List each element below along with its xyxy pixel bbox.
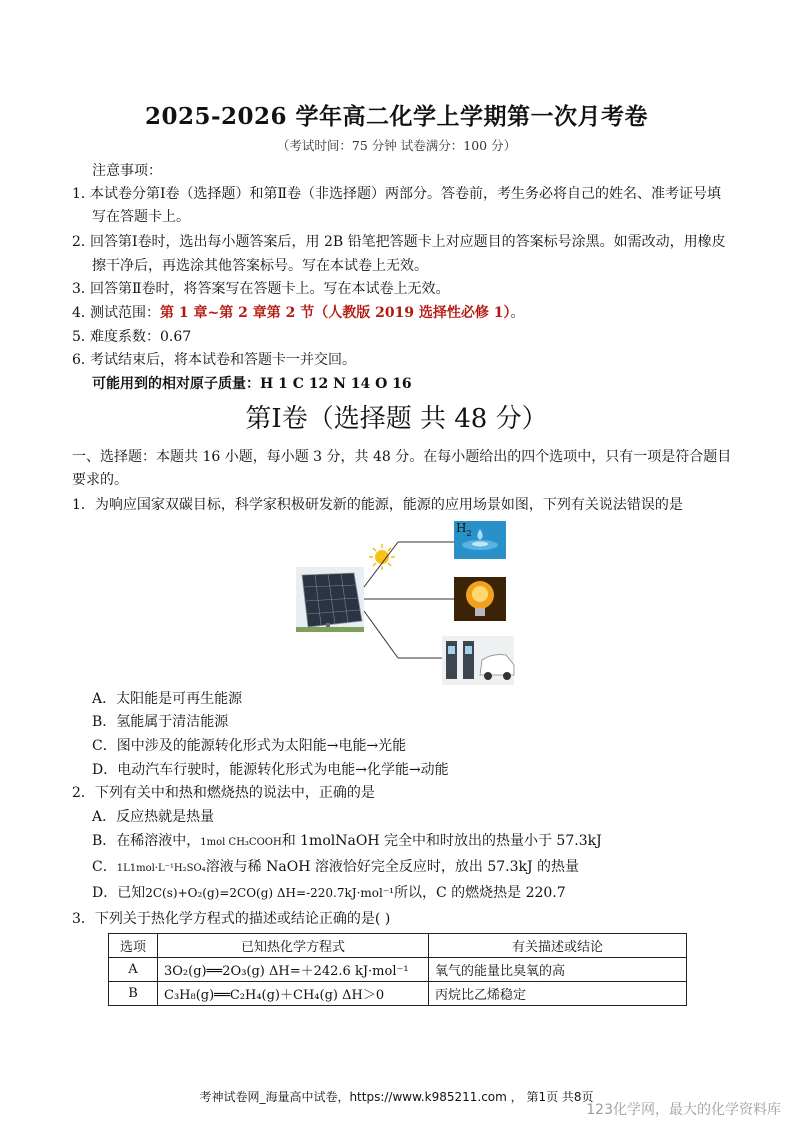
- sun-icon: [369, 544, 395, 570]
- q1-option-c: C．图中涉及的能源转化形式为太阳能→电能→光能: [92, 738, 407, 754]
- table-cell: 3O₂(g)══2O₃(g) ΔH=＋242.6 kJ·mol⁻¹: [158, 958, 429, 982]
- q2-option-c: C．1L1mol·L⁻¹H₂SO₄溶液与稀 NaOH 溶液恰好完全反应时，放出 57.3kJ 的热量: [92, 859, 580, 875]
- table-header: 选项: [109, 934, 158, 958]
- q2-option-a: A．反应热就是热量: [92, 809, 215, 825]
- exam-info: （考试时间：75 分钟 试卷满分：100 分）: [276, 138, 517, 153]
- note-item-scope: 4．测试范围：第 1 章~第 2 章第 2 节（人教版 2019 选择性必修 1）。: [72, 305, 525, 321]
- question-3-stem: 3．下列关于热化学方程式的描述或结论正确的是( ): [72, 911, 391, 927]
- table-row: [109, 958, 687, 982]
- page-footer: 考神试卷网_海量高中试卷，https://www.k985211.com ， 第1页 共8页: [199, 1090, 594, 1104]
- table-row: [109, 982, 687, 1006]
- note-item: 6．考试结束后，将本试卷和答题卡一并交回。: [72, 352, 356, 368]
- notes-heading: 注意事项：: [92, 163, 162, 179]
- page-title: 2025-2026 学年高二化学上学期第一次月考卷: [144, 103, 649, 130]
- q3-table: [108, 933, 687, 1006]
- h2-label: $H_2$: [456, 521, 472, 538]
- section-intro-cont: 要求的。: [72, 472, 128, 488]
- watermark: 123化学网，最大的化学资料库: [586, 1102, 781, 1118]
- note-item: 5．难度系数：0.67: [72, 329, 192, 345]
- q2-option-d: D．已知2C(s)+O₂(g)=2CO(g) ΔH=-220.7kJ·mol⁻¹所以，C 的燃烧热是 220.7: [92, 885, 566, 901]
- light-bulb-image: [454, 577, 506, 621]
- question-2-stem: 2．下列有关中和热和燃烧热的说法中，正确的是: [72, 785, 375, 801]
- q1-option-b: B．氢能属于清洁能源: [92, 714, 229, 730]
- table-header-row: [109, 934, 687, 958]
- q1-option-d: D．电动汽车行驶时，能源转化形式为电能→化学能→动能: [92, 762, 449, 778]
- section-intro: 一、选择题：本题共 16 小题，每小题 3 分，共 48 分。在每小题给出的四个选项中，只有一项是符合题目: [72, 449, 732, 465]
- section-title: 第Ⅰ卷（选择题 共 48 分）: [245, 404, 548, 434]
- table-cell: B: [109, 982, 158, 1006]
- table-cell: C₃H₈(g)══C₂H₄(g)＋CH₄(g) ΔH＞0: [158, 982, 429, 1006]
- energy-diagram: [296, 515, 518, 687]
- note-item: 3．回答第Ⅱ卷时，将答案写在答题卡上。写在本试卷上无效。: [72, 281, 450, 297]
- table-header: 有关描述或结论: [429, 934, 687, 958]
- table-cell: 氧气的能量比臭氧的高: [429, 958, 687, 982]
- formula: 1mol CH₃COOH: [200, 837, 282, 848]
- ev-charger-image: [442, 636, 514, 685]
- formula: 1L1mol·L⁻¹H₂SO₄: [116, 863, 206, 874]
- solar-panel-image: [296, 567, 364, 632]
- scope-highlight: 第 1 章~第 2 章第 2 节（人教版 2019 选择性必修 1）: [160, 305, 511, 321]
- formula: 2C(s)+O₂(g)=2CO(g) ΔH=-220.7kJ·mol⁻¹: [145, 886, 394, 900]
- question-1-stem: 1．为响应国家双碳目标，科学家积极研发新的能源，能源的应用场景如图，下列有关说法错误的是: [72, 497, 683, 513]
- note-item: 1．本试卷分第Ⅰ卷（选择题）和第Ⅱ卷（非选择题）两部分。答卷前，考生务必将自己的姓名、准考证号填: [72, 186, 722, 202]
- note-item: 2．回答第Ⅰ卷时，选出每小题答案后，用 2B 铅笔把答题卡上对应题目的答案标号涂黑。如需改动，用橡皮: [72, 234, 726, 250]
- q2-option-b: B．在稀溶液中，1mol CH₃COOH和 1molNaOH 完全中和时放出的热量小于 57.3kJ: [92, 833, 602, 849]
- note-item-cont: 写在答题卡上。: [92, 209, 190, 225]
- table-cell: 丙烷比乙烯稳定: [429, 982, 687, 1006]
- q1-option-a: A．太阳能是可再生能源: [92, 691, 243, 707]
- note-item-cont: 擦干净后，再选涂其他答案标号。写在本试卷上无效。: [92, 258, 428, 274]
- table-cell: A: [109, 958, 158, 982]
- table-header: 已知热化学方程式: [158, 934, 429, 958]
- atomic-mass-note: 可能用到的相对原子质量：H 1 C 12 N 14 O 16: [92, 376, 412, 392]
